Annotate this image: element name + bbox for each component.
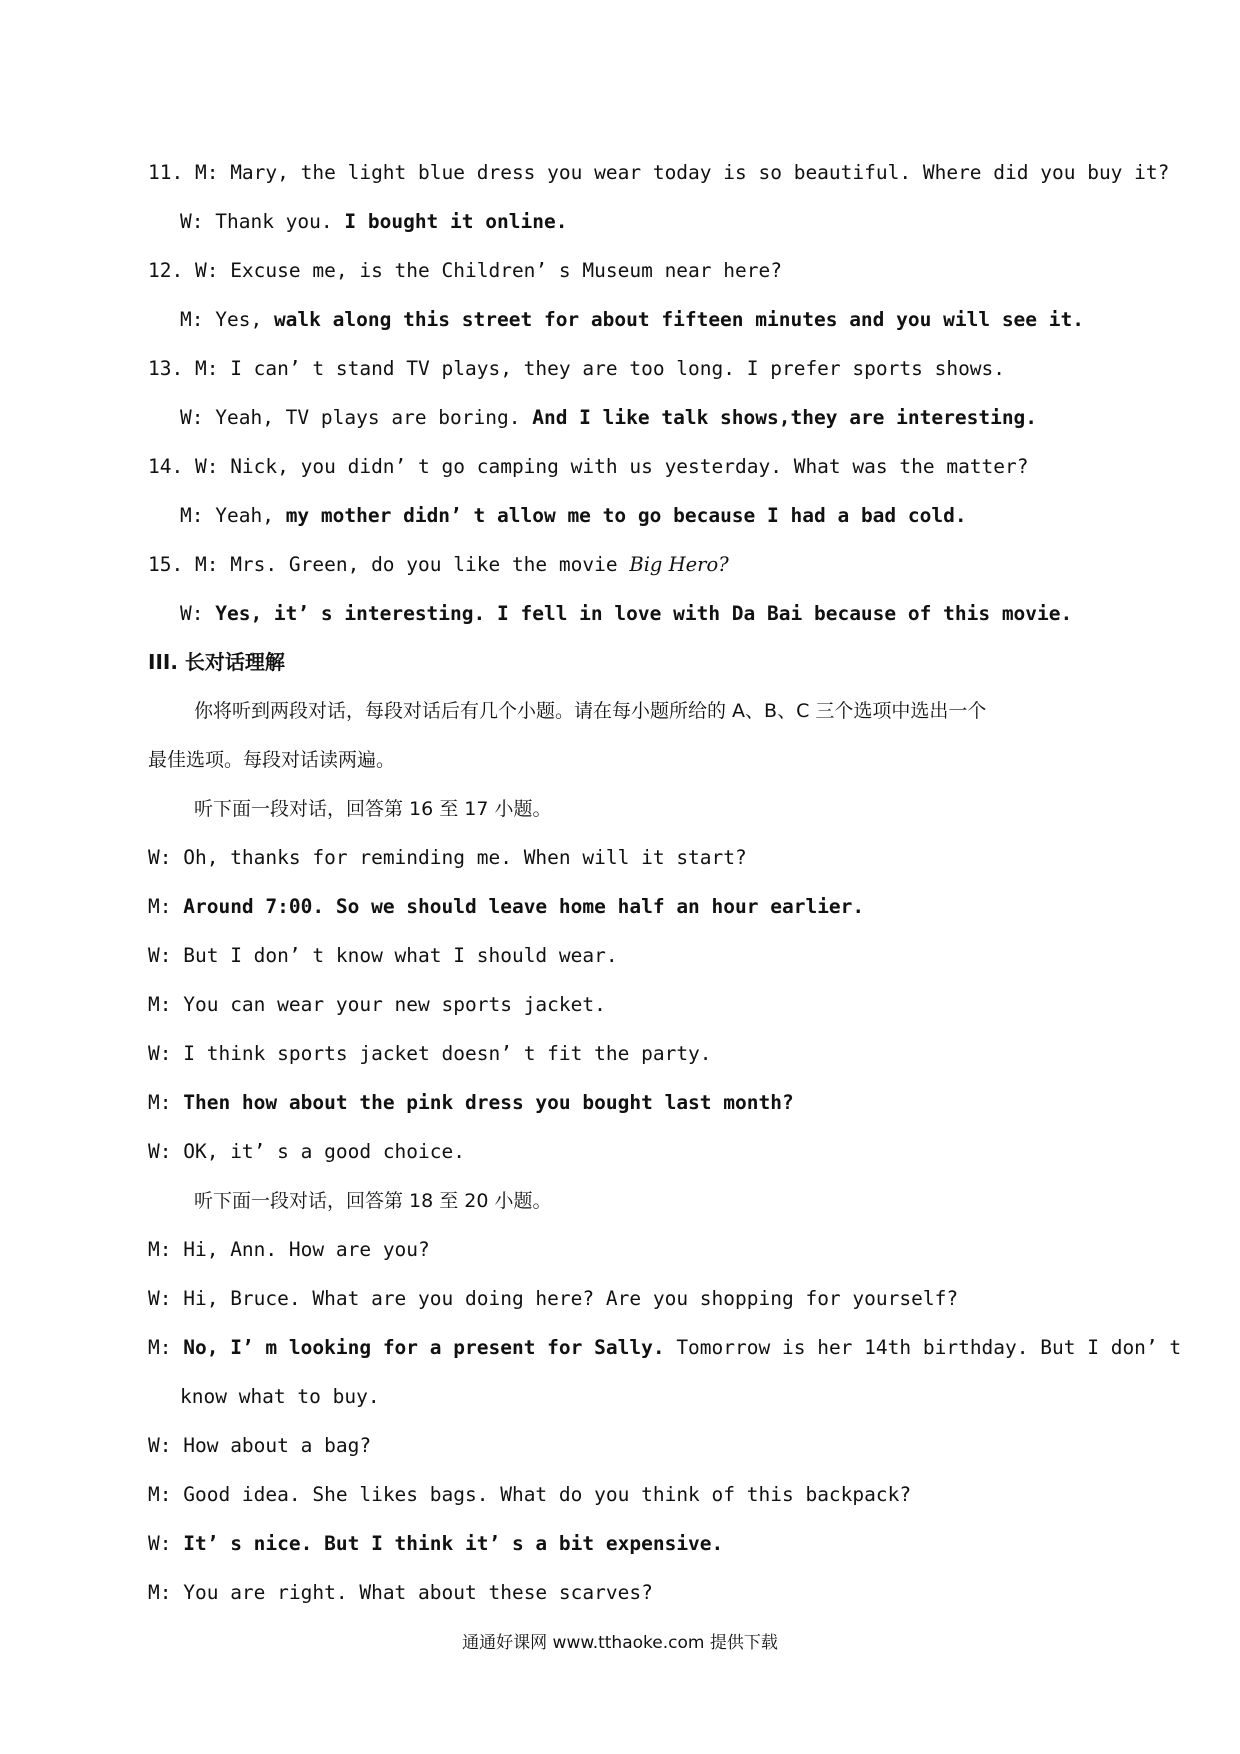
line-text: Mary, the light blue dress you wear today is so beautiful. Where did you buy it? [230, 161, 1170, 184]
speaker: W: [148, 1042, 184, 1065]
line-answer: And I like talk shows,they are interesting. [532, 406, 1038, 429]
line-text: Yes, [215, 308, 274, 331]
dialogue-2-prompt: 听下面一段对话，回答第 18 至 20 小题。 [194, 1190, 552, 1212]
dialogue-2-line [148, 1334, 1181, 1362]
speaker: M: [148, 1091, 184, 1114]
line-text: know what to buy. [180, 1385, 380, 1408]
dialogue-1-line [148, 991, 606, 1019]
speaker: 12. W: [148, 259, 231, 282]
speaker: W: [148, 846, 184, 869]
dialogue-line-14-m [180, 502, 967, 530]
line-text: Nick, you didn’ t go camping with us yesterday. What was the matter? [230, 455, 1029, 478]
line-text: I think sports jacket doesn’ t fit the party. [183, 1042, 712, 1065]
speaker: M: [148, 895, 184, 918]
speaker: M: [148, 1238, 184, 1261]
speaker: W: [148, 1434, 184, 1457]
speaker: 14. W: [148, 455, 231, 478]
line-answer: Around 7:00. So we should leave home half an hour earlier. [183, 895, 865, 918]
line-text: How about a bag? [183, 1434, 372, 1457]
dialogue-2-line [148, 1285, 958, 1313]
speaker: M: [148, 1336, 184, 1359]
speaker: 15. M: [148, 553, 231, 576]
line-text: You are right. What about these scarves? [183, 1581, 653, 1604]
speaker: W: [180, 406, 216, 429]
section-instructions-line-1: 你将听到两段对话，每段对话后有几个小题。请在每小题所给的 A、B、C 三个选项中选出一个 [194, 700, 987, 722]
dialogue-1-line [148, 1138, 465, 1166]
line-answer: I bought it online. [344, 210, 568, 233]
dialogue-2-line-continued [180, 1383, 380, 1411]
section-instructions-line-2: 最佳选项。每段对话读两遍。 [148, 749, 396, 771]
dialogue-2-line [148, 1432, 371, 1460]
dialogue-line-11-m [148, 159, 1169, 187]
line-text: Hi, Ann. How are you? [183, 1238, 430, 1261]
dialogue-1-line [148, 1040, 712, 1068]
line-text: I can’ t stand TV plays, they are too long. I prefer sports shows. [230, 357, 1006, 380]
movie-title: Big Hero? [629, 553, 729, 576]
line-text: You can wear your new sports jacket. [183, 993, 606, 1016]
dialogue-2-line [148, 1236, 430, 1264]
speaker: W: [148, 1140, 184, 1163]
dialogue-line-15-w [180, 600, 1072, 628]
dialogue-2-line [148, 1530, 723, 1558]
dialogue-line-12-w [148, 257, 782, 285]
dialogue-1-line [148, 844, 747, 872]
dialogue-line-11-w [180, 208, 567, 236]
dialogue-2-line [148, 1579, 653, 1607]
speaker: W: [180, 210, 216, 233]
dialogue-line-12-m [180, 306, 1084, 334]
line-text: Mrs. Green, do you like the movie [230, 553, 630, 576]
dialogue-line-13-w [180, 404, 1037, 432]
speaker: M: [148, 1581, 184, 1604]
speaker: W: [148, 944, 184, 967]
line-answer: No, I’ m looking for a present for Sally. [183, 1336, 665, 1359]
section-heading: III. 长对话理解 [148, 650, 285, 674]
dialogue-line-15-m [148, 551, 729, 579]
speaker: M: [180, 504, 216, 527]
speaker: W: [148, 1287, 184, 1310]
line-text: OK, it’ s a good choice. [183, 1140, 465, 1163]
dialogue-2-line [148, 1481, 911, 1509]
line-text: Excuse me, is the Children’ s Museum near here? [230, 259, 782, 282]
speaker: 11. M: [148, 161, 231, 184]
line-text: But I don’ t know what I should wear. [183, 944, 618, 967]
line-text: Tomorrow is her 14th birthday. But I don’ t [664, 1336, 1182, 1359]
dialogue-1-line [148, 893, 864, 921]
line-answer: walk along this street for about fifteen minutes and you will see it. [273, 308, 1084, 331]
page-footer: 通通好课网 www.tthaoke.com 提供下载 [462, 1633, 778, 1653]
speaker: W: [148, 1532, 184, 1555]
line-answer: Yes, it’ s interesting. I fell in love with Da Bai because of this movie. [215, 602, 1073, 625]
line-answer: my mother didn’ t allow me to go because I had a bad cold. [285, 504, 967, 527]
line-answer: It’ s nice. But I think it’ s a bit expensive. [183, 1532, 724, 1555]
speaker: M: [148, 1483, 184, 1506]
speaker: 13. M: [148, 357, 231, 380]
line-answer: Then how about the pink dress you bought last month? [183, 1091, 794, 1114]
dialogue-1-line [148, 1089, 794, 1117]
line-text: Good idea. She likes bags. What do you think of this backpack? [183, 1483, 912, 1506]
line-text: Thank you. [215, 210, 345, 233]
dialogue-1-line [148, 942, 618, 970]
dialogue-line-14-w [148, 453, 1029, 481]
dialogue-line-13-m [148, 355, 1005, 383]
line-text: Yeah, TV plays are boring. [215, 406, 533, 429]
dialogue-1-prompt: 听下面一段对话，回答第 16 至 17 小题。 [194, 798, 552, 820]
speaker: M: [148, 993, 184, 1016]
speaker: W: [180, 602, 216, 625]
line-text: Yeah, [215, 504, 286, 527]
line-text: Hi, Bruce. What are you doing here? Are you shopping for yourself? [183, 1287, 959, 1310]
line-text: Oh, thanks for reminding me. When will it start? [183, 846, 747, 869]
speaker: M: [180, 308, 216, 331]
